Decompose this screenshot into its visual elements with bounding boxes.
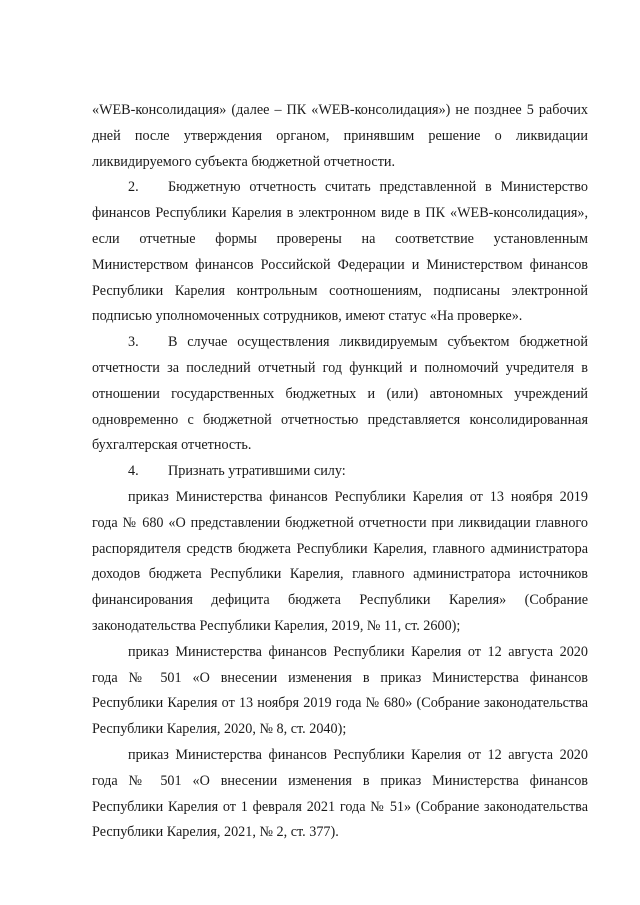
repealed-order-3 bbox=[92, 743, 588, 846]
paragraph-3 bbox=[92, 330, 588, 459]
paragraph-continuation bbox=[92, 98, 588, 175]
paragraph-2 bbox=[92, 175, 588, 330]
document-page bbox=[92, 98, 588, 846]
paragraph-text: приказ Министерства финансов Республики Карелия от 12 августа 2020 года № 501 «О внесении изменения в приказ Министерства финансов Республики Карелия от 13 ноября 2019 года № 680» (Собрание законодательства Республики Карелия, 2020, № 8, ст. 2040); bbox=[92, 643, 588, 738]
paragraph-text: В случае осуществления ликвидируемым субъектом бюджетной отчетности за последний отчетный год функций и полномочий учредителя в отношении государственных бюджетных и (или) автономных учреждений одновременно с бюджетной отчетностью представляется консолидированная бухгалтерская отчетность. bbox=[92, 334, 588, 454]
paragraph-text: Бюджетную отчетность считать представленной в Министерство финансов Республики Карелия в электронном виде в ПК «WEB-консолидация», если отчетные формы проверены на соответствие установленным Министерством финансов Российской Федерации и Министерством финансов Республики Карелия контрольным соотношениям, подписаны электронной подписью уполномоченных сотрудников, имеют статус «На проверке». bbox=[92, 179, 588, 325]
paragraph-text: «WEB-консолидация» (далее – ПК «WEB-консолидация») не позднее 5 рабочих дней после утверждения органом, принявшим решение о ликвидации ликвидируемого субъекта бюджетной отчетности. bbox=[92, 102, 588, 170]
paragraph-text: приказ Министерства финансов Республики Карелия от 13 ноября 2019 года № 680 «О представлении бюджетной отчетности при ликвидации главного распорядителя средств бюджета Республики Карелия, главного администратора доходов бюджета Республики Карелия, главного администратора источников финансирования дефицита бюджета Республики Карелия» (Собрание законодательства Республики Карелия, 2019, № 11, ст. 2600); bbox=[92, 488, 588, 634]
repealed-order-1 bbox=[92, 485, 588, 640]
paragraph-number: 4. bbox=[128, 463, 139, 480]
paragraph-4 bbox=[92, 459, 588, 485]
paragraph-number: 3. bbox=[128, 334, 139, 351]
paragraph-text: Признать утратившими силу: bbox=[168, 463, 346, 480]
repealed-order-2 bbox=[92, 640, 588, 743]
paragraph-number: 2. bbox=[128, 179, 139, 196]
paragraph-text: приказ Министерства финансов Республики Карелия от 12 августа 2020 года № 501 «О внесении изменения в приказ Министерства финансов Республики Карелия от 1 февраля 2021 года № 51» (Собрание законодательства Республики Карелия, 2021, № 2, ст. 377). bbox=[92, 746, 588, 841]
